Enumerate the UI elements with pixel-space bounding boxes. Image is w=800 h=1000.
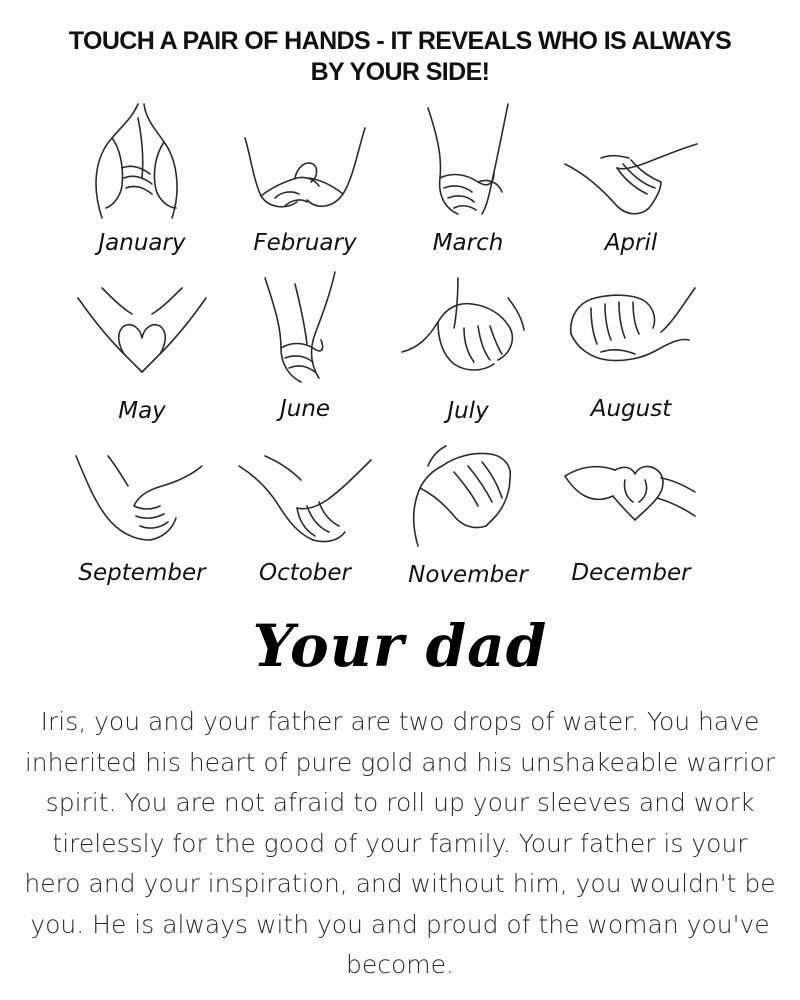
hands-option-august[interactable]: [551, 268, 711, 428]
fist-cupped-icon: [561, 268, 701, 396]
month-label: July: [447, 398, 489, 424]
hand-over-hand-icon: [398, 268, 538, 396]
month-label: August: [590, 396, 672, 422]
hands-holding-icon: [398, 98, 538, 226]
hands-option-november[interactable]: [388, 436, 548, 596]
month-label: October: [258, 560, 352, 586]
month-label: September: [78, 560, 206, 586]
page-title: [0, 26, 800, 88]
month-label: January: [98, 230, 186, 256]
month-label: June: [279, 396, 331, 422]
title-line-2: BY YOUR SIDE!: [310, 58, 490, 86]
month-label: December: [571, 560, 691, 586]
hand-on-hand-icon: [561, 98, 701, 226]
month-label: February: [253, 230, 357, 256]
result-description: Iris, you and your father are two drops of water. You have inherited his heart of pure gold and his unshakeable warrior spirit. You are not afraid to roll up your sleeves and work tirelessly for the good of your family. Your father is your hero and your inspiration, and without him, you wouldn't be you. He is always with you and proud of the woman you've become.: [24, 707, 776, 979]
month-label: March: [432, 230, 504, 256]
hands-option-september[interactable]: [62, 436, 222, 596]
hands-option-february[interactable]: [225, 98, 385, 258]
hands-option-june[interactable]: [225, 268, 385, 428]
heart-hands-icon: [561, 436, 701, 564]
hands-clasped-icon: [72, 98, 212, 226]
hands-holding-icon: [72, 436, 212, 564]
result-title: Your dad: [252, 612, 548, 680]
hands-option-march[interactable]: [388, 98, 548, 258]
hands-grid: [62, 98, 722, 598]
hands-option-july[interactable]: [388, 268, 548, 428]
hands-holding-icon: [235, 436, 375, 564]
hands-option-april[interactable]: [551, 98, 711, 258]
heart-hands-icon: [72, 268, 212, 396]
hands-option-january[interactable]: [62, 98, 222, 258]
hands-option-may[interactable]: [62, 268, 222, 428]
hands-option-december[interactable]: [551, 436, 711, 596]
hands-option-october[interactable]: [225, 436, 385, 596]
month-label: November: [408, 562, 528, 588]
hands-holding-icon: [235, 268, 375, 396]
hand-shake-icon: [398, 436, 538, 564]
pinky-promise-icon: [235, 98, 375, 226]
title-line-1: TOUCH A PAIR OF HANDS - IT REVEALS WHO IS ALWAYS: [68, 27, 732, 55]
month-label: April: [604, 230, 658, 256]
month-label: May: [118, 398, 166, 424]
